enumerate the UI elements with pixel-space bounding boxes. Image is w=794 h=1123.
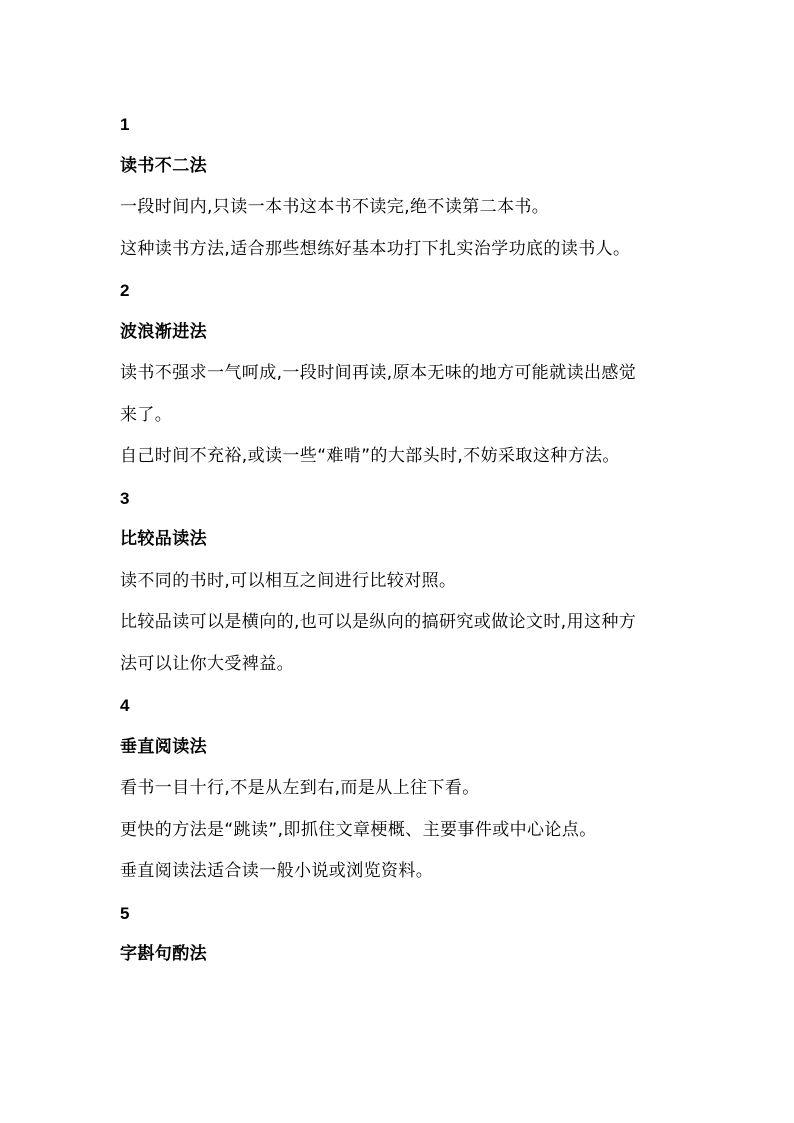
paragraph: 看书一目十行,不是从左到右,而是从上往下看。 [120, 778, 480, 798]
paragraph: 读不同的书时,可以相互之间进行比较对照。 [120, 570, 457, 591]
paragraph: 更快的方法是“跳读”,即抓住文章梗概、主要事件或中心论点。 [120, 819, 597, 840]
section-title: 字斟句酌法 [120, 944, 207, 964]
section-title: 比较品读法 [120, 529, 207, 549]
paragraph: 自己时间不充裕,或读一些“难啃”的大部头时,不妨采取这种方法。 [120, 446, 620, 466]
paragraph: 垂直阅读法适合读一般小说或浏览资料。 [120, 861, 434, 881]
section-number: 3 [120, 488, 130, 508]
section-title: 波浪渐进法 [120, 321, 207, 342]
section-number: 2 [120, 281, 130, 300]
section-number: 4 [120, 696, 130, 715]
paragraph: 一段时间内,只读一本书这本书不读完,绝不读第二本书。 [120, 197, 550, 217]
paragraph: 法可以让你大受裨益。 [120, 653, 294, 674]
paragraph: 来了。 [120, 404, 173, 425]
section-number: 5 [120, 903, 130, 923]
paragraph: 读书不强求一气呵成,一段时间再读,原本无味的地方可能就读出感觉 [120, 363, 637, 383]
paragraph: 这种读书方法,适合那些想练好基本功打下扎实治学功底的读书人。 [120, 238, 631, 259]
paragraph: 比较品读可以是横向的,也可以是纵向的搞研究或做论文时,用这种方 [120, 612, 637, 632]
section-number: 1 [120, 115, 130, 134]
document-body [120, 104, 680, 976]
section-title: 读书不二法 [120, 155, 207, 176]
section-title: 垂直阅读法 [120, 736, 207, 757]
